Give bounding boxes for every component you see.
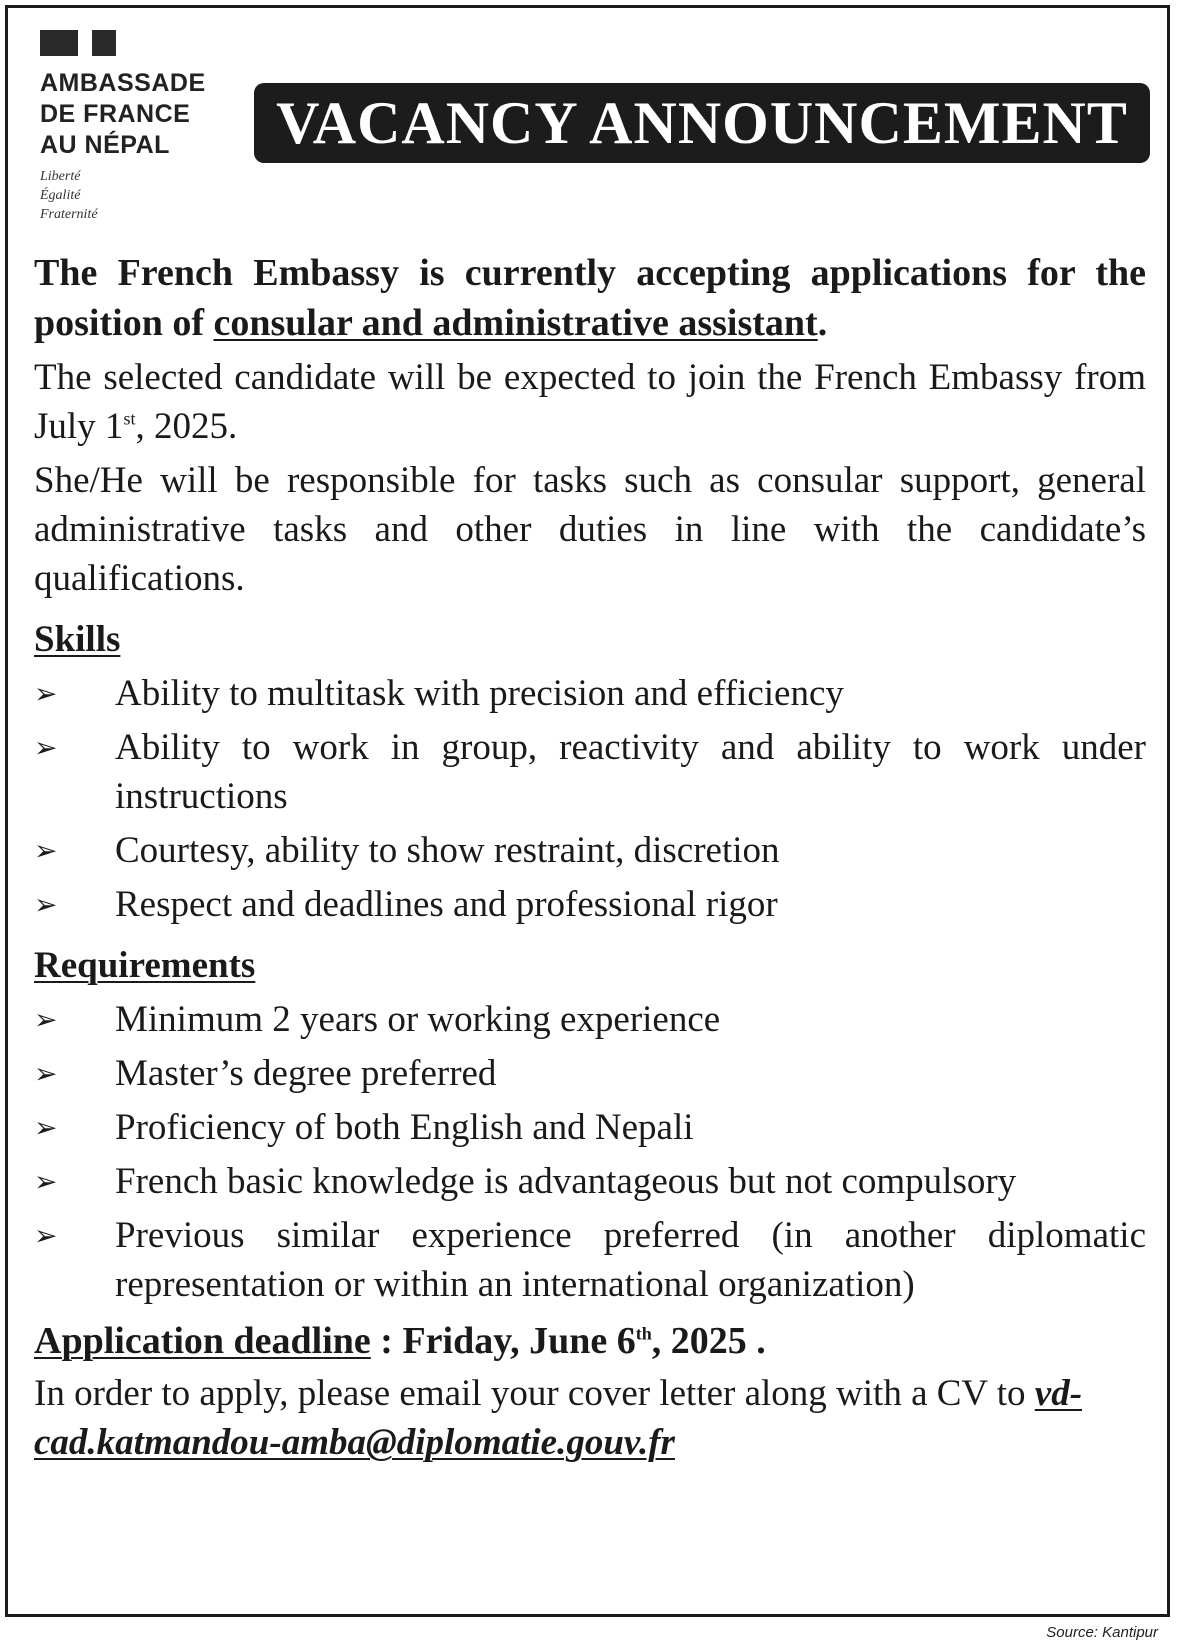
requirement-text: Master’s degree preferred <box>115 1053 497 1094</box>
join-year: , 2025. <box>135 406 238 447</box>
list-item <box>34 1049 1146 1098</box>
banner-title: VACANCY ANNOUNCEMENT <box>276 89 1128 156</box>
motto-fraternite: Fraternité <box>40 207 98 222</box>
embassy-name-line-1: AMBASSADE <box>40 69 206 97</box>
requirements-list <box>34 995 1146 1309</box>
republic-motto <box>40 167 240 224</box>
arrow-bullet-icon: ➢ <box>34 1165 58 1198</box>
arrow-bullet-icon: ➢ <box>34 1219 58 1252</box>
skills-list <box>34 669 1146 929</box>
list-item <box>34 1211 1146 1309</box>
source-credit: Source: Kantipur <box>1046 1624 1158 1641</box>
skills-heading: Skills <box>34 619 121 660</box>
deadline-date-suffix: th <box>635 1323 652 1344</box>
arrow-bullet-icon: ➢ <box>34 731 58 764</box>
vacancy-banner <box>254 83 1150 163</box>
requirement-text: Previous similar experience preferred (in another diplomatic representation or within an international organization) <box>115 1215 1146 1305</box>
arrow-bullet-icon: ➢ <box>34 1003 58 1036</box>
french-republic-emblem-icon <box>40 30 120 56</box>
embassy-name <box>40 68 240 161</box>
responsibilities-paragraph: She/He will be responsible for tasks such as consular support, general administrative tasks and other duties in line with the candidate’s qualifications. <box>34 460 1146 599</box>
arrow-bullet-icon: ➢ <box>34 1111 58 1144</box>
join-text: The selected candidate will be expected to join the French Embassy from July 1 <box>34 357 1146 447</box>
application-email-link[interactable]: vd-cad.katmandou-amba@diplomatie.gouv.fr <box>34 1373 1083 1463</box>
arrow-bullet-icon: ➢ <box>34 888 58 921</box>
skill-text: Ability to multitask with precision and efficiency <box>115 673 844 714</box>
requirement-text: Proficiency of both English and Nepali <box>115 1107 694 1148</box>
deadline-year: , 2025 . <box>651 1320 766 1362</box>
intro-lead-text: The French Embassy is currently accepting applications for the position of <box>34 252 1146 344</box>
arrow-bullet-icon: ➢ <box>34 834 58 867</box>
list-item <box>34 669 1146 718</box>
requirements-heading: Requirements <box>34 945 256 986</box>
list-item <box>34 880 1146 929</box>
intro-lead-end: . <box>817 302 828 344</box>
deadline-label: Application deadline <box>34 1320 371 1362</box>
motto-liberte: Liberté <box>40 169 81 184</box>
announcement-body <box>34 248 1146 1467</box>
motto-egalite: Égalité <box>40 188 81 203</box>
apply-text: In order to apply, please email your cover letter along with a CV to <box>34 1373 1035 1414</box>
arrow-bullet-icon: ➢ <box>34 1057 58 1090</box>
position-title: consular and administrative assistant <box>213 302 818 344</box>
embassy-name-line-2: DE FRANCE <box>40 100 191 128</box>
arrow-bullet-icon: ➢ <box>34 677 58 710</box>
deadline-date: Friday, June 6 <box>402 1320 636 1362</box>
deadline-separator: : <box>370 1320 403 1362</box>
intro-lead <box>34 248 1146 348</box>
list-item <box>34 1157 1146 1206</box>
skill-text: Respect and deadlines and professional rigor <box>115 884 778 925</box>
apply-instructions <box>34 1369 1146 1467</box>
skill-text: Courtesy, ability to show restraint, discretion <box>115 830 780 871</box>
application-deadline <box>34 1315 1146 1367</box>
join-date-suffix: st <box>123 408 136 429</box>
list-item <box>34 826 1146 875</box>
skill-text: Ability to work in group, reactivity and ability to work under instructions <box>115 727 1146 817</box>
list-item <box>34 723 1146 821</box>
embassy-name-line-3: AU NÉPAL <box>40 131 170 159</box>
requirement-text: Minimum 2 years or working experience <box>115 999 721 1040</box>
list-item <box>34 995 1146 1044</box>
join-date-paragraph <box>34 353 1146 451</box>
list-item <box>34 1103 1146 1152</box>
requirement-text: French basic knowledge is advantageous but not compulsory <box>115 1161 1017 1202</box>
embassy-logo <box>40 30 240 224</box>
